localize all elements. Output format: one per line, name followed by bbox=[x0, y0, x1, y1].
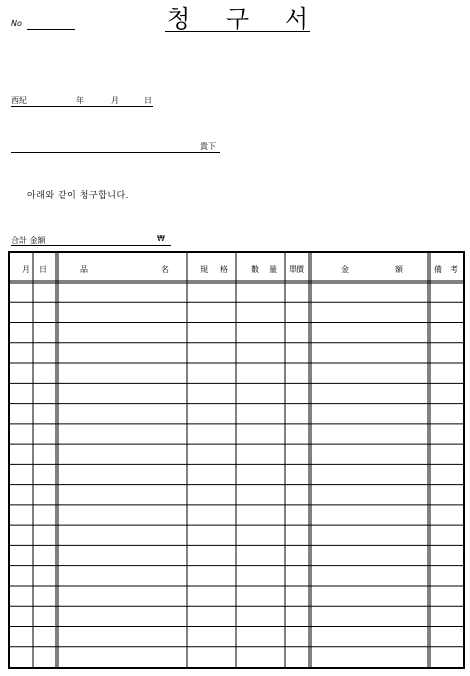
col-header-note-b: 考 bbox=[450, 265, 458, 274]
total-amount-line bbox=[11, 245, 171, 246]
col-header-spec-b: 格 bbox=[220, 265, 228, 274]
title-char-3: 서 bbox=[284, 5, 308, 33]
recipient-field-line bbox=[11, 152, 220, 153]
col-header-item-b: 名 bbox=[161, 265, 169, 274]
col-header-qty-a: 數 bbox=[251, 265, 259, 274]
col-header-amount-a: 金 bbox=[341, 265, 349, 274]
date-field bbox=[11, 95, 153, 107]
number-label: No bbox=[11, 19, 22, 28]
col-header-item-a: 品 bbox=[80, 265, 88, 274]
table-grid bbox=[10, 253, 463, 667]
col-header-amount-b: 額 bbox=[395, 265, 403, 274]
title-char-1: 청 bbox=[167, 5, 191, 33]
currency-symbol: ₩ bbox=[157, 234, 165, 243]
col-header-month: 月 bbox=[22, 265, 30, 274]
document-title bbox=[165, 6, 310, 32]
year-label: 年 bbox=[76, 96, 84, 105]
col-header-note-a: 備 bbox=[434, 265, 442, 274]
col-header-day: 日 bbox=[39, 265, 47, 274]
title-char-2: 구 bbox=[225, 5, 250, 33]
invoice-table bbox=[8, 251, 465, 669]
number-field-line bbox=[27, 29, 75, 30]
col-header-unit-price: 單價 bbox=[289, 265, 303, 274]
era-label: 西紀 bbox=[11, 96, 27, 105]
intro-text: 아래와 같이 청구합니다. bbox=[27, 191, 130, 201]
total-amount-label: 合計 金額 bbox=[11, 236, 46, 245]
col-header-spec-a: 規 bbox=[200, 265, 208, 274]
day-label: 日 bbox=[144, 96, 152, 105]
recipient-suffix: 貴下 bbox=[200, 142, 216, 151]
month-label: 月 bbox=[111, 96, 119, 105]
col-header-qty-b: 量 bbox=[269, 265, 277, 274]
title-underline bbox=[165, 31, 310, 32]
